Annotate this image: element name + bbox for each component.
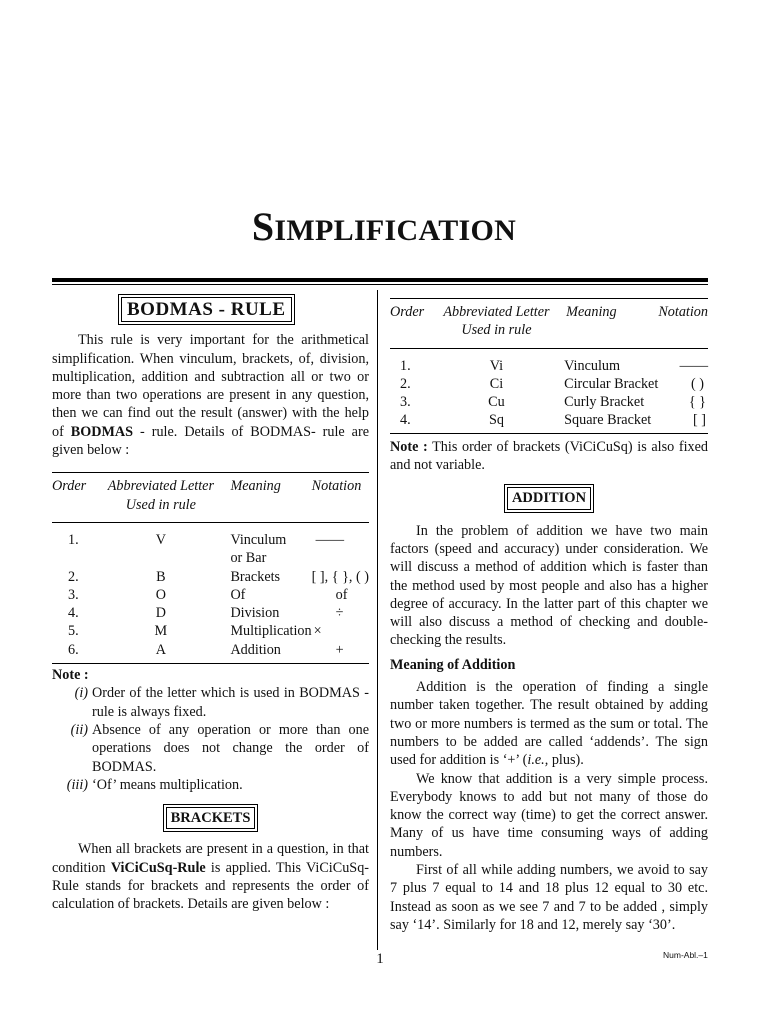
intro-text-2: - rule. Details of BODMAS- rule are given below : bbox=[52, 423, 369, 459]
table-row: 3. O Of of bbox=[68, 586, 348, 603]
brackets-table bbox=[390, 298, 708, 434]
table-bottom-rule bbox=[52, 659, 369, 664]
title-rest: IMPLIFICATION bbox=[274, 214, 517, 247]
intro-text-1: This rule is very important for the arithmetical simplification. When vinculum, brackets, of, division, multiplication, addition and subtraction all or two or more than two operations are present in any question, then we can find out the result (answer) with the help of bbox=[52, 332, 369, 440]
bodmas-heading: BODMAS - RULE bbox=[121, 297, 292, 322]
brackets-note: Note : This order of brackets (ViCiCuSq) is also fixed and not variable. bbox=[390, 438, 708, 474]
brackets-table-header bbox=[390, 299, 708, 349]
addition-process-paragraph: We know that addition is a very simple process. Everybody knows to add but not many of those do know the correct way (time) to get the correct answer. Many of us have time consuming ways of adding numbers. bbox=[390, 770, 708, 860]
list-item: (ii) Absence of any operation or more than one operations does not change the order of BODMAS. bbox=[70, 721, 369, 775]
header-abbr bbox=[95, 473, 226, 523]
table-row: 2. Ci Circular Bracket ( ) bbox=[400, 375, 704, 392]
header-abbr: Abbreviated Letter Used in rule bbox=[443, 304, 550, 339]
header-order: Order bbox=[390, 304, 425, 320]
title-initial: S bbox=[251, 204, 275, 249]
header-abbr-line1: Abbreviated Letter bbox=[107, 478, 214, 495]
list-item: (iii) ‘Of’ means multiplication. bbox=[66, 776, 243, 793]
column-divider bbox=[377, 290, 378, 950]
footer-code: Num-Abl.–1 bbox=[663, 950, 708, 960]
addition-paragraph: In the problem of addition we have two main factors (speed and accuracy) under consideration. We will discuss a method of addition which is faster than the method used by most people and also has a higher degree of accuracy. In the latter part of this chapter we will also discuss a method of checking and double-checking the results. bbox=[390, 522, 708, 649]
header-order: Order bbox=[52, 478, 87, 495]
title-rule-thick bbox=[52, 278, 708, 282]
left-column bbox=[52, 290, 369, 914]
header-meaning: Meaning bbox=[230, 478, 281, 495]
table-row: 5. M Multiplication × bbox=[68, 623, 322, 640]
addition-heading-box bbox=[504, 484, 594, 512]
intro-bold: BODMAS bbox=[70, 423, 134, 440]
table-row: 1. Vi Vinculum —— bbox=[400, 357, 708, 374]
brackets-heading-wrap bbox=[52, 804, 369, 832]
list-item: (i) Order of the letter which is used in BODMAS - rule is always fixed. bbox=[74, 685, 369, 720]
header-meaning: Meaning bbox=[566, 304, 617, 320]
bodmas-intro bbox=[52, 331, 369, 459]
table-row: 6. A Addition + bbox=[68, 641, 344, 658]
note-list bbox=[52, 684, 369, 794]
meaning-paragraph: Addition is the operation of finding a single number taken together. The result obtained by adding two or more numbers is termed as the sum or total. The numbers to be added are called ‘addends’. The sign used for addition is ‘+’ (i.e., plus). bbox=[390, 679, 708, 769]
header-notation: Notation bbox=[311, 478, 362, 495]
title-rule-thin bbox=[52, 284, 708, 285]
table-row: or Bar bbox=[230, 550, 267, 567]
brackets-heading-box bbox=[163, 804, 259, 832]
addition-heading: ADDITION bbox=[507, 487, 591, 509]
bodmas-table-header bbox=[52, 473, 369, 523]
meaning-heading: Meaning of Addition bbox=[390, 656, 516, 673]
table-row: 4. Sq Square Bracket [ ] bbox=[390, 411, 708, 433]
right-column bbox=[390, 290, 708, 934]
chapter-title bbox=[0, 204, 768, 249]
addition-heading-wrap bbox=[390, 484, 708, 512]
brackets-heading: BRACKETS bbox=[166, 807, 256, 829]
bodmas-heading-box bbox=[118, 294, 295, 325]
brackets-paragraph: When all brackets are present in a question, in that condition ViCiCuSq-Rule is applied. This ViCiCuSq-Rule stands for brackets and represents the order of calculation of brackets. Details are given below : bbox=[52, 841, 370, 913]
header-notation: Notation bbox=[658, 304, 708, 320]
bodmas-table bbox=[52, 472, 369, 664]
table-row: 1. V Vinculum —— bbox=[68, 531, 345, 548]
avoid-paragraph: First of all while adding numbers, we avoid to say 7 plus 7 equal to 14 and 18 plus 12 equal to 30 etc. Instead as soon as we see 7 and 7 to be added , simply say ‘14’. Similarly for 18 and 12, merely say ‘30’. bbox=[390, 862, 708, 933]
table-row: 4. D Division ÷ bbox=[68, 605, 344, 622]
page-number: 1 bbox=[376, 951, 384, 967]
note-label: Note : bbox=[52, 667, 89, 684]
table-row: 2. B Brackets [ ], { }, ( ) bbox=[68, 568, 369, 585]
header-abbr-line2: Used in rule bbox=[125, 496, 196, 513]
table-row: 3. Cu Curly Bracket { } bbox=[400, 394, 706, 411]
